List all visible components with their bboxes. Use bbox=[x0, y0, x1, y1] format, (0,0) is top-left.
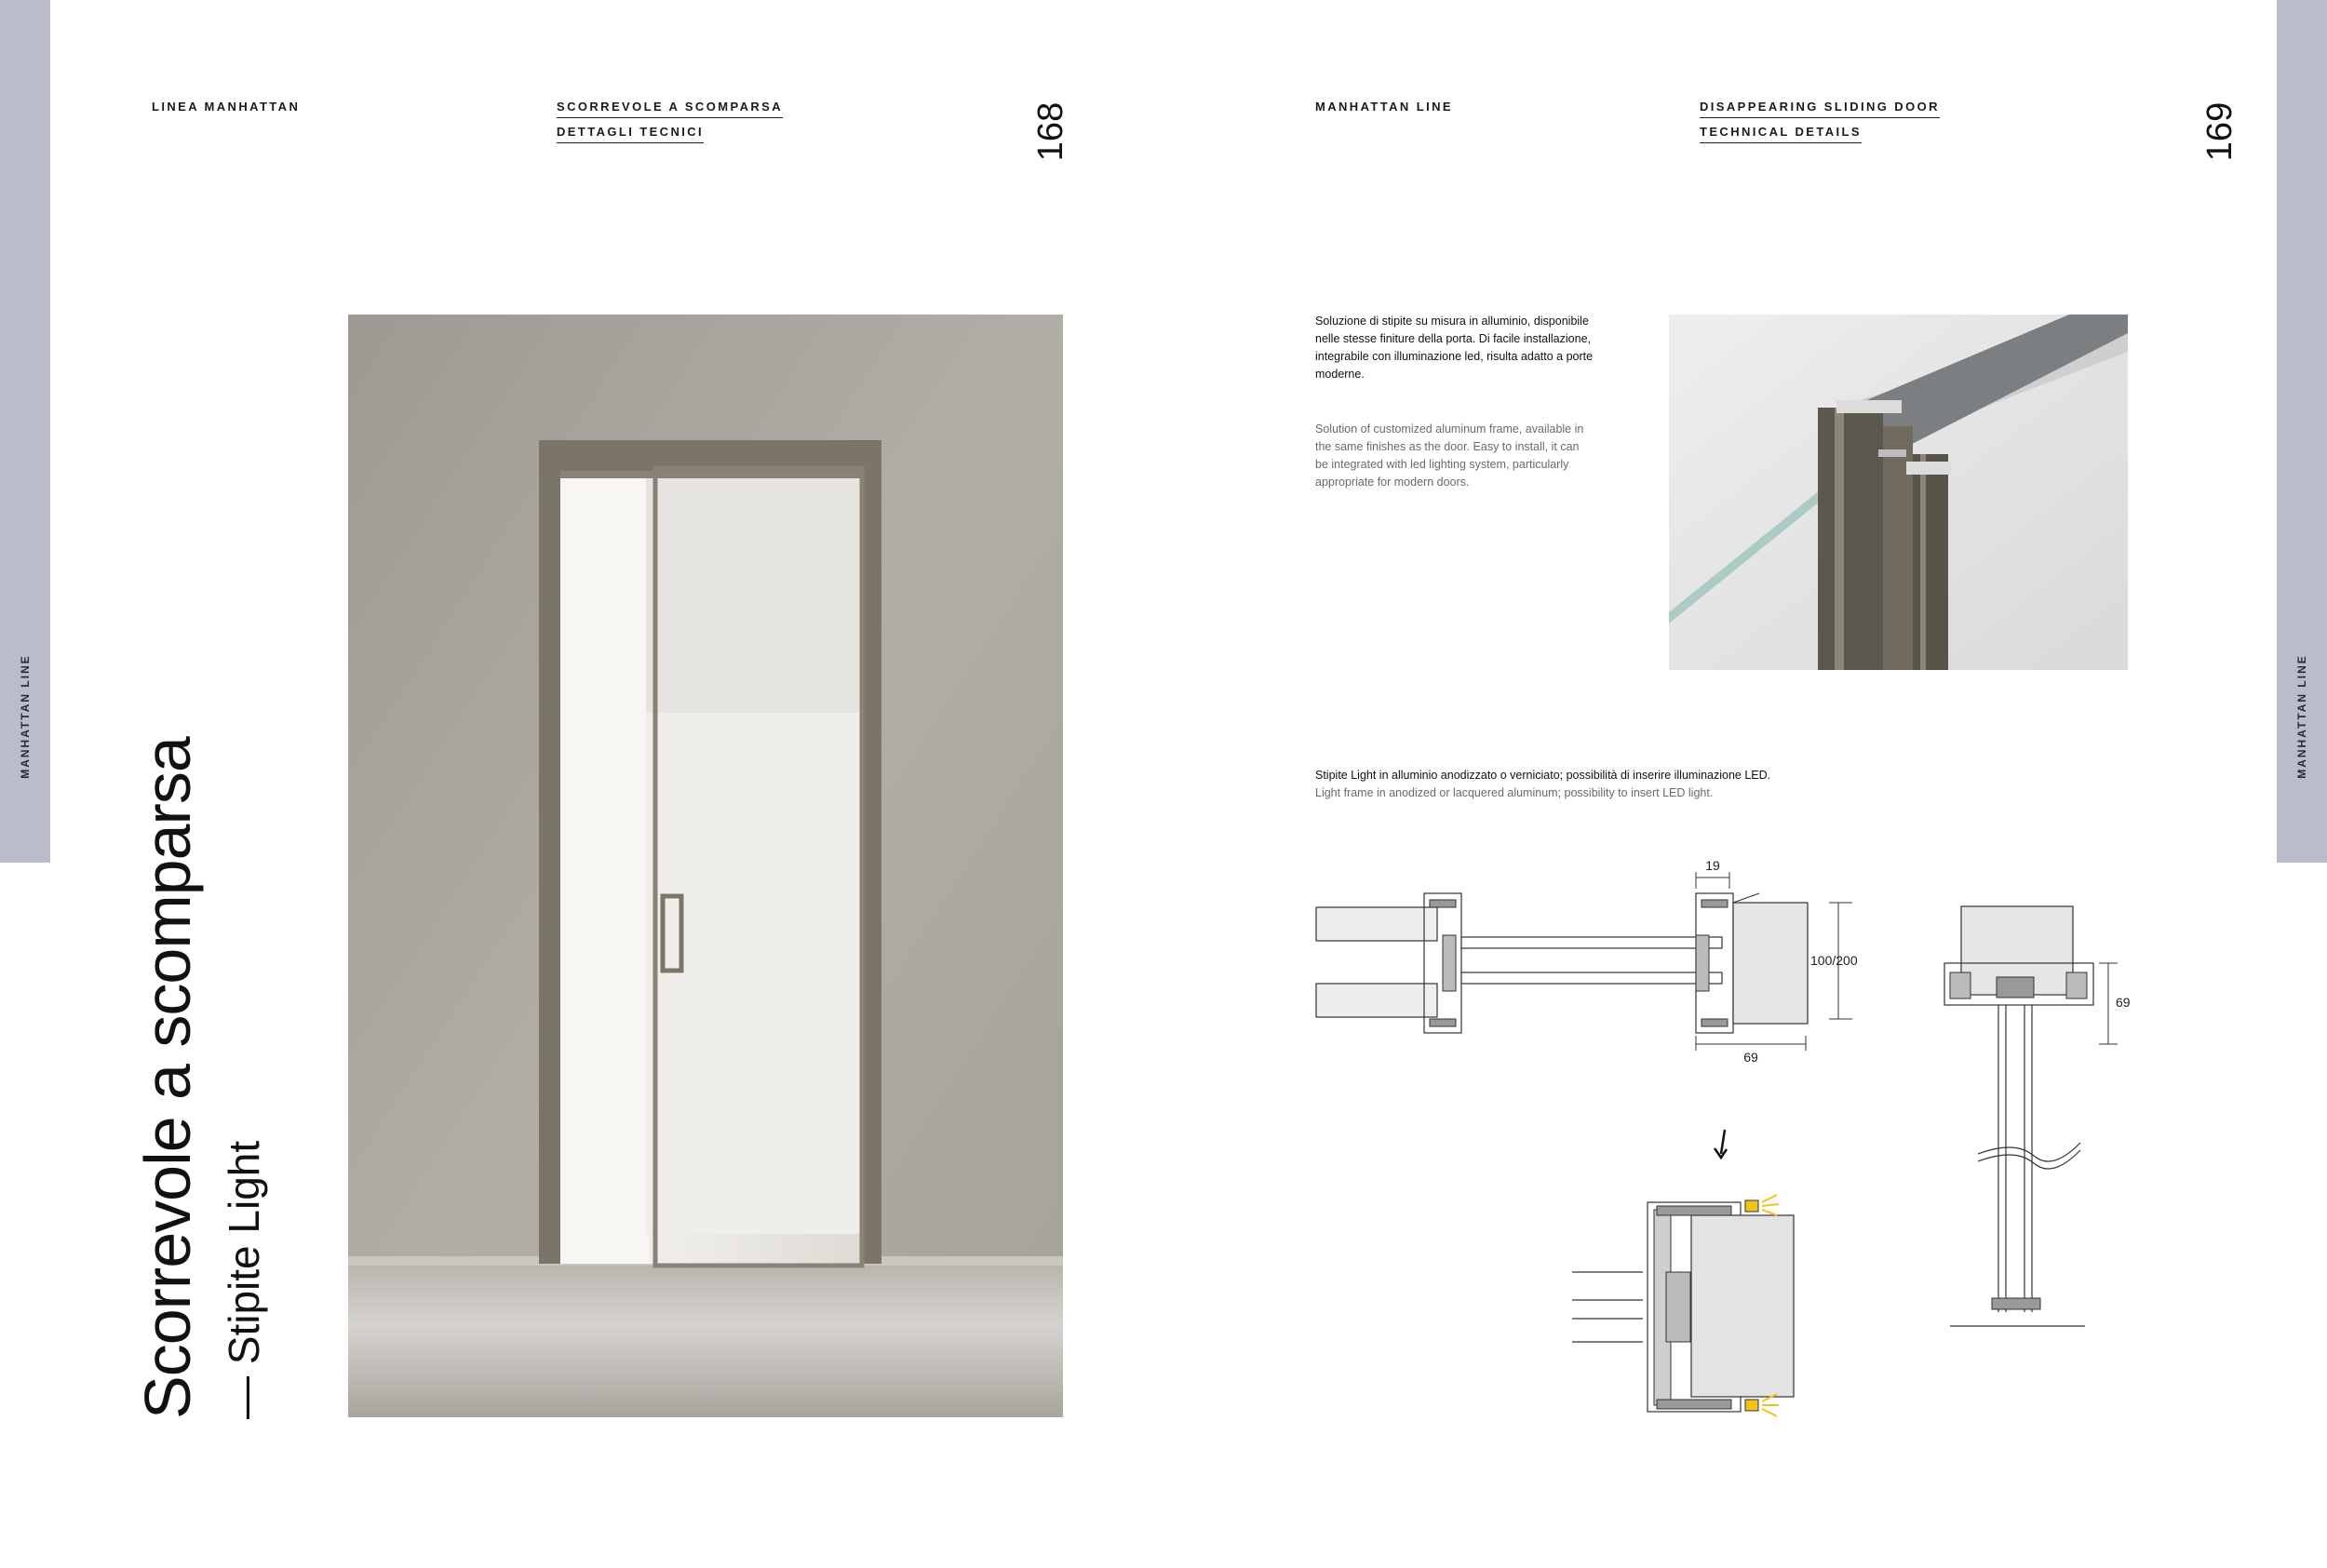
right-side-strip bbox=[2277, 0, 2327, 863]
right-header-line: MANHATTAN LINE bbox=[1315, 100, 1453, 114]
page-title: Scorrevole a scomparsa bbox=[131, 737, 204, 1419]
caption-english: Light frame in anodized or lacquered aluminum; possibility to insert LED light. bbox=[1315, 786, 1714, 799]
left-header-subsection: DETTAGLI TECNICI bbox=[557, 125, 704, 143]
side-label-right: MANHATTAN LINE bbox=[2295, 654, 2308, 779]
led-detail-drawing bbox=[1568, 1193, 1801, 1426]
vertical-section-drawing bbox=[1941, 903, 2155, 1335]
profile-photo bbox=[1669, 315, 2128, 670]
description-english: Solution of customized aluminum frame, available in the same finishes as the door. Easy to install, it can be integrated with led lighting system, particularly appropriate for modern doors. bbox=[1315, 422, 1584, 489]
dimension-bottom-width: 69 bbox=[1743, 1050, 1758, 1065]
dimension-top-width: 19 bbox=[1705, 858, 1720, 873]
page-number-left: 168 bbox=[1031, 101, 1071, 162]
dimension-height: 100/200 bbox=[1810, 953, 1858, 968]
vertical-title bbox=[130, 737, 272, 1419]
down-arrow-icon bbox=[1708, 1126, 1736, 1163]
left-header-line: LINEA MANHATTAN bbox=[152, 100, 301, 114]
right-header-subsection: TECHNICAL DETAILS bbox=[1700, 125, 1862, 143]
side-label-left: MANHATTAN LINE bbox=[19, 654, 32, 779]
horizontal-section-drawing bbox=[1312, 851, 1871, 1075]
left-header-section: SCORREVOLE A SCOMPARSA bbox=[557, 100, 783, 118]
page-subtitle: — Stipite Light bbox=[220, 1140, 268, 1419]
caption bbox=[1315, 767, 1770, 802]
door-photo bbox=[348, 315, 1063, 1417]
dimension-side-height: 69 bbox=[2116, 995, 2131, 1010]
left-side-strip bbox=[0, 0, 50, 863]
right-header-section: DISAPPEARING SLIDING DOOR bbox=[1700, 100, 1940, 118]
caption-italian: Stipite Light in alluminio anodizzato o verniciato; possibilità di inserire illuminazione LED. bbox=[1315, 769, 1771, 782]
page-number-right: 169 bbox=[2200, 101, 2240, 162]
description-italian: Soluzione di stipite su misura in alluminio, disponibile nelle stesse finiture della porta. Di facile installazione, integrabile con illuminazione led, risulta adatto a porte moderne. bbox=[1315, 315, 1594, 381]
